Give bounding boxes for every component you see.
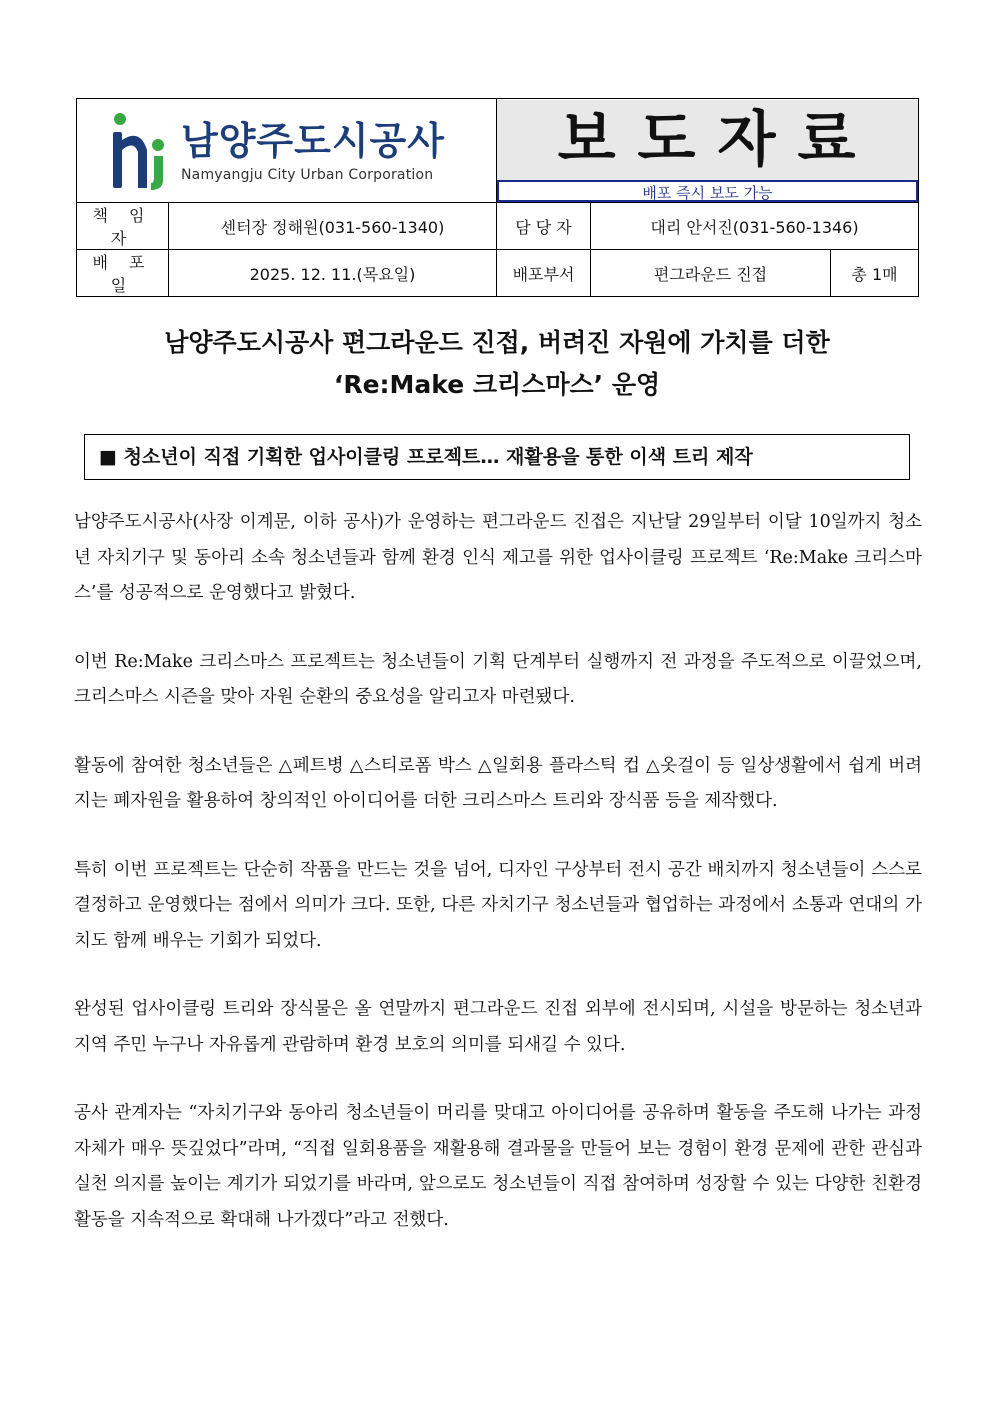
release-department-value: 편그라운드 진접 [591, 250, 831, 297]
contact-person-label: 담 당 자 [497, 203, 591, 250]
press-release-title: 보도자료 [497, 100, 918, 180]
page-count: 총 1매 [831, 250, 919, 297]
press-header-table [76, 98, 919, 297]
contact-person-value: 대리 안서진(031-560-1346) [591, 203, 919, 250]
body-paragraph: 특히 이번 프로젝트는 단순히 작품을 만드는 것을 넘어, 디자인 구상부터 전시 공간 배치까지 청소년들이 스스로 결정하고 운영했다는 점에서 의미가 크다. 또한, 다른 자치기구 청소년들과 협업하는 과정에서 소통과 연대의 가치도 함께 배우는 기회가 되었다. [74, 859, 922, 951]
organization-logo [77, 99, 496, 202]
release-note: 배포 즉시 보도 가능 [497, 180, 918, 202]
article-title [76, 322, 918, 406]
organization-logo-icon [107, 110, 169, 192]
responsible-person-value: 센터장 정해원(031-560-1340) [169, 203, 497, 250]
release-department-label: 배포부서 [497, 250, 591, 297]
article-title-line2: ‘Re:Make 크리스마스’ 운영 [333, 370, 661, 399]
article-title-line1: 남양주도시공사 편그라운드 진접, 버려진 자원에 가치를 더한 [164, 328, 830, 357]
body-paragraph: 공사 관계자는 “자치기구와 동아리 청소년들이 머리를 맞대고 아이디어를 공유하며 활동을 주도해 나가는 과정 자체가 매우 뜻깊었다”라며, “직접 일회용품을 재활용해 결과물을 만들어 보는 경험이 환경 문제에 관한 관심과 실천 의지를 높이는 계기가 되었기를 바라며, 앞으로도 청소년들이 직접 참여하며 성장할 수 있는 다양한 친환경 활동을 지속적으로 확대해 나가겠다”라고 전했다. [74, 1103, 922, 1230]
responsible-person-label: 책 임 자 [77, 203, 169, 250]
release-date-label: 배 포 일 [77, 250, 169, 297]
body-paragraph: 이번 Re:Make 크리스마스 프로젝트는 청소년들이 기획 단계부터 실행까지 전 과정을 주도적으로 이끌었으며, 크리스마스 시즌을 맞아 자원 순환의 중요성을 알리고자 마련됐다. [74, 651, 922, 707]
article-subheading: ■ 청소년이 직접 기획한 업사이클링 프로젝트… 재활용을 통한 이색 트리 제작 [84, 434, 910, 480]
logo-name-korean: 남양주도시공사 [181, 118, 445, 163]
press-title-cell [497, 99, 919, 203]
article-body [74, 505, 922, 1271]
body-paragraph: 남양주도시공사(사장 이계문, 이하 공사)가 운영하는 편그라운드 진접은 지난달 29일부터 이달 10일까지 청소년 자치기구 및 동아리 소속 청소년들과 함께 환경 인식 제고를 위한 업사이클링 프로젝트 ‘Re:Make 크리스마스’를 성공적으로 운영했다고 밝혔다. [74, 512, 922, 603]
body-paragraph: 완성된 업사이클링 트리와 장식물은 올 연말까지 편그라운드 진접 외부에 전시되며, 시설을 방문하는 청소년과 지역 주민 누구나 자유롭게 관람하며 환경 보호의 의미를 되새길 수 있다. [74, 999, 922, 1055]
logo-cell [77, 99, 497, 203]
release-date-value: 2025. 12. 11.(목요일) [169, 250, 497, 297]
body-paragraph: 활동에 참여한 청소년들은 △페트병 △스티로폼 박스 △일회용 플라스틱 컵 △옷걸이 등 일상생활에서 쉽게 버려지는 폐자원을 활용하여 창의적인 아이디어를 더한 크리스마스 트리와 장식품 등을 제작했다. [74, 755, 922, 811]
logo-name-english: Namyangju City Urban Corporation [181, 166, 434, 183]
